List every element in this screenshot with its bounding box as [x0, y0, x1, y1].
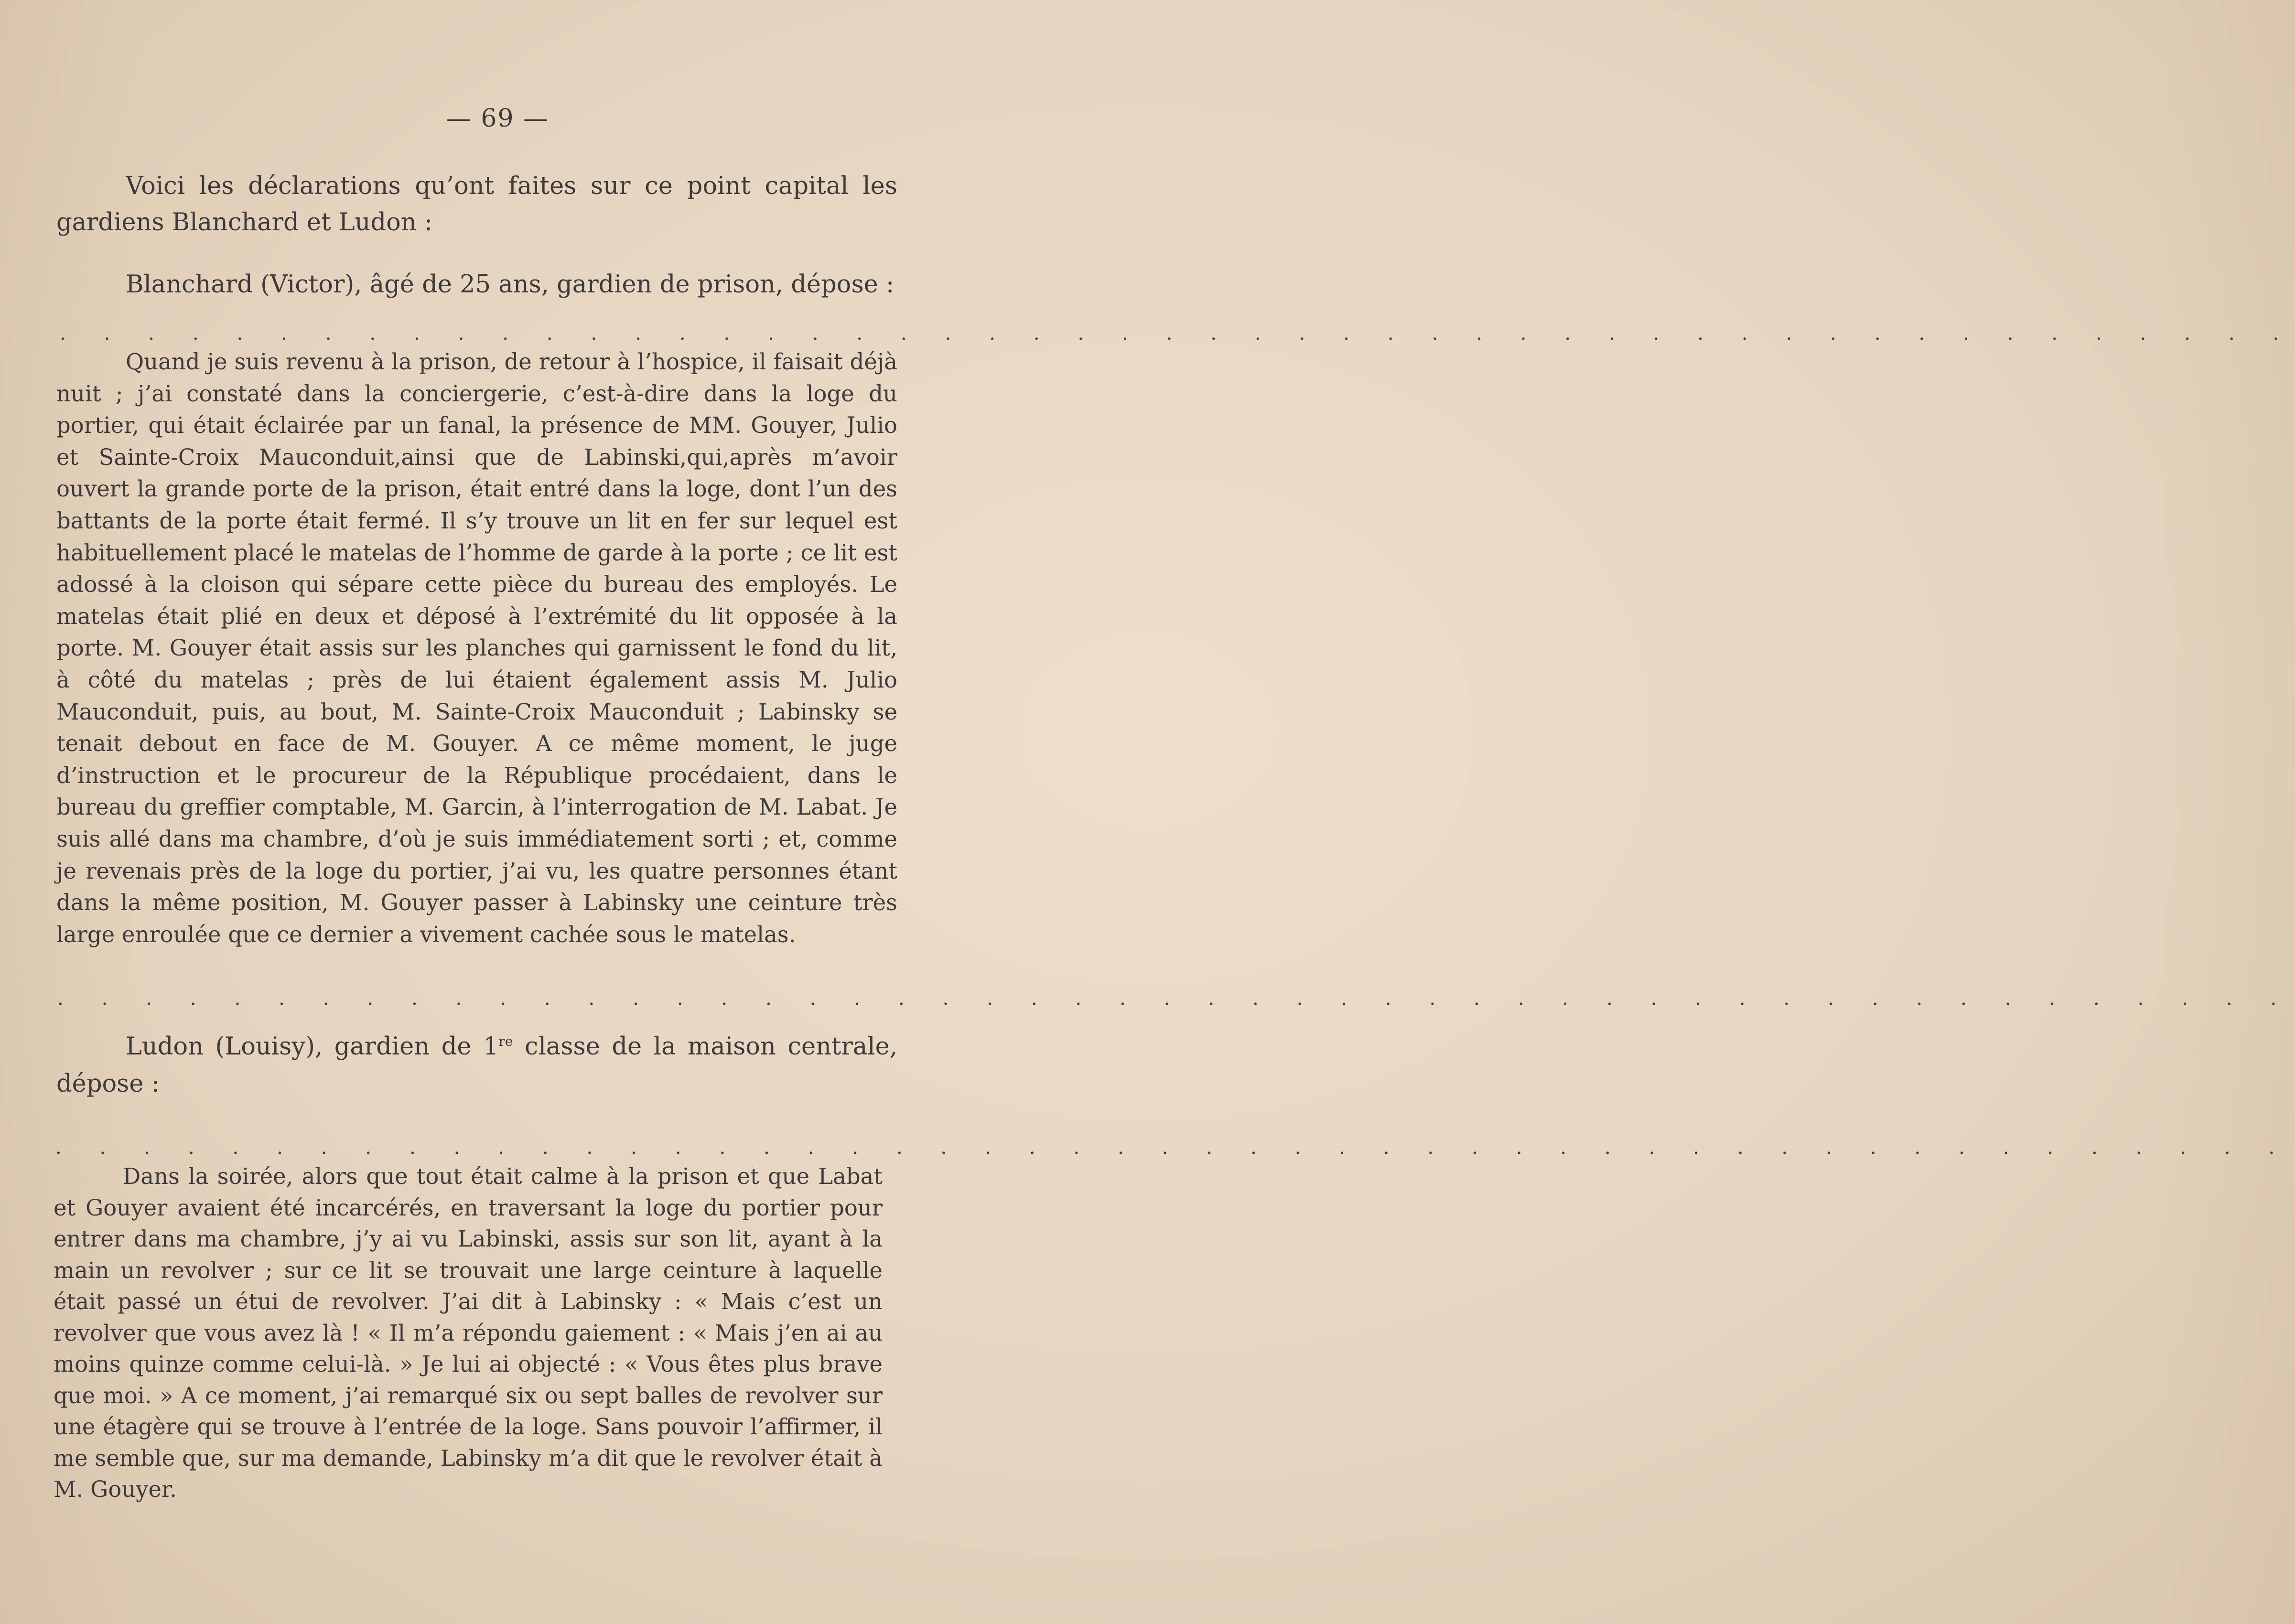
ellipsis-divider: . . . . . . . . . . . . . . . . . . . . . . . . . . . . . . . . . . . . . . . . . . . . . . . . . . .: [55, 1137, 2291, 1159]
ludon-header-end: classe de la maison centrale, dépose :: [56, 1032, 897, 1098]
ludon-header-start: Ludon (Louisy), gardien de 1: [126, 1032, 499, 1061]
ludon-header: [56, 1028, 897, 1103]
ellipsis-divider: . . . . . . . . . . . . . . . . . . . . . . . . . . . . . . . . . . . . . . . . . . . . . . . . . . .: [60, 323, 2295, 344]
blanchard-header-text: Blanchard (Victor), âgé de 25 ans, gardien de prison, dépose :: [126, 270, 894, 299]
ludon-testimony: [54, 1161, 883, 1506]
blanchard-header: [56, 267, 897, 303]
ellipsis-divider: . . . . . . . . . . . . . . . . . . . . . . . . . . . . . . . . . . . . . . . . . . . . . . . . . . .: [57, 988, 2293, 1010]
intro-text: Voici les déclarations qu’ont faites sur ce point capital les gardiens Blanchard et Ludon :: [56, 172, 897, 237]
ludon-header-text: [56, 1028, 897, 1103]
ludon-testimony-text: Dans la soirée, alors que tout était calme à la prison et que Labat et Gouyer avaient été incarcérés, en traversant la loge du portier pour entrer dans ma chambre, j’y ai vu Labinski, assis sur son lit, ayant à la main un revolver ; sur ce lit se trouvait une large ceinture à laquelle était passé un étui de revolver. J’ai dit à Labinsky : « Mais c’est un revolver que vous avez là ! « Il m’a répondu gaiement : « Mais j’en ai au moins quinze comme celui-là. » Je lui ai objecté : « Vous êtes plus brave que moi. » A ce moment, j’ai remarqué six ou sept balles de revolver sur une étagère qui se trouve à l’entrée de la loge. Sans pouvoir l’affirmer, il me semble que, sur ma demande, Labinsky m’a dit que le revolver était à M. Gouyer.: [54, 1163, 883, 1502]
intro-paragraph: [56, 168, 897, 241]
blanchard-testimony-text: Quand je suis revenu à la prison, de retour à l’hospice, il faisait déjà nuit ; j’ai constaté dans la conciergerie, c’est-à-dire dans la loge du portier, qui était éclairée par un fanal, la présence de MM. Gouyer, Julio et Sainte-Croix Mauconduit,ainsi que de Labinski,qui,après m’avoir ouvert la grande porte de la prison, était entré dans la loge, dont l’un des battants de la porte était fermé. Il s’y trouve un lit en fer sur lequel est habituellement placé le matelas de l’homme de garde à la porte ; ce lit est adossé à la cloison qui sépare cette pièce du bureau des employés. Le matelas était plié en deux et déposé à l’extrémité du lit opposée à la porte. M. Gouyer était assis sur les planches qui garnissent le fond du lit, à côté du matelas ; près de lui étaient également assis M. Julio Mauconduit, puis, au bout, M. Sainte-Croix Mauconduit ; Labinsky se tenait debout en face de M. Gouyer. A ce même moment, le juge d’instruction et le procureur de la République procédaient, dans le bureau du greffier comptable, M. Garcin, à l’interrogation de M. Labat. Je suis allé dans ma chambre, d’où je suis immédiatement sorti ; et, comme je revenais près de la loge du portier, j’ai vu, les quatre personnes étant dans la même position, M. Gouyer passer à Labinsky une ceinture très large enroulée que ce dernier a vivement cachée sous le matelas.: [56, 349, 897, 947]
ordinal-superscript: re: [498, 1033, 513, 1049]
page-number: — 69 —: [446, 104, 550, 133]
blanchard-testimony: [56, 346, 897, 950]
